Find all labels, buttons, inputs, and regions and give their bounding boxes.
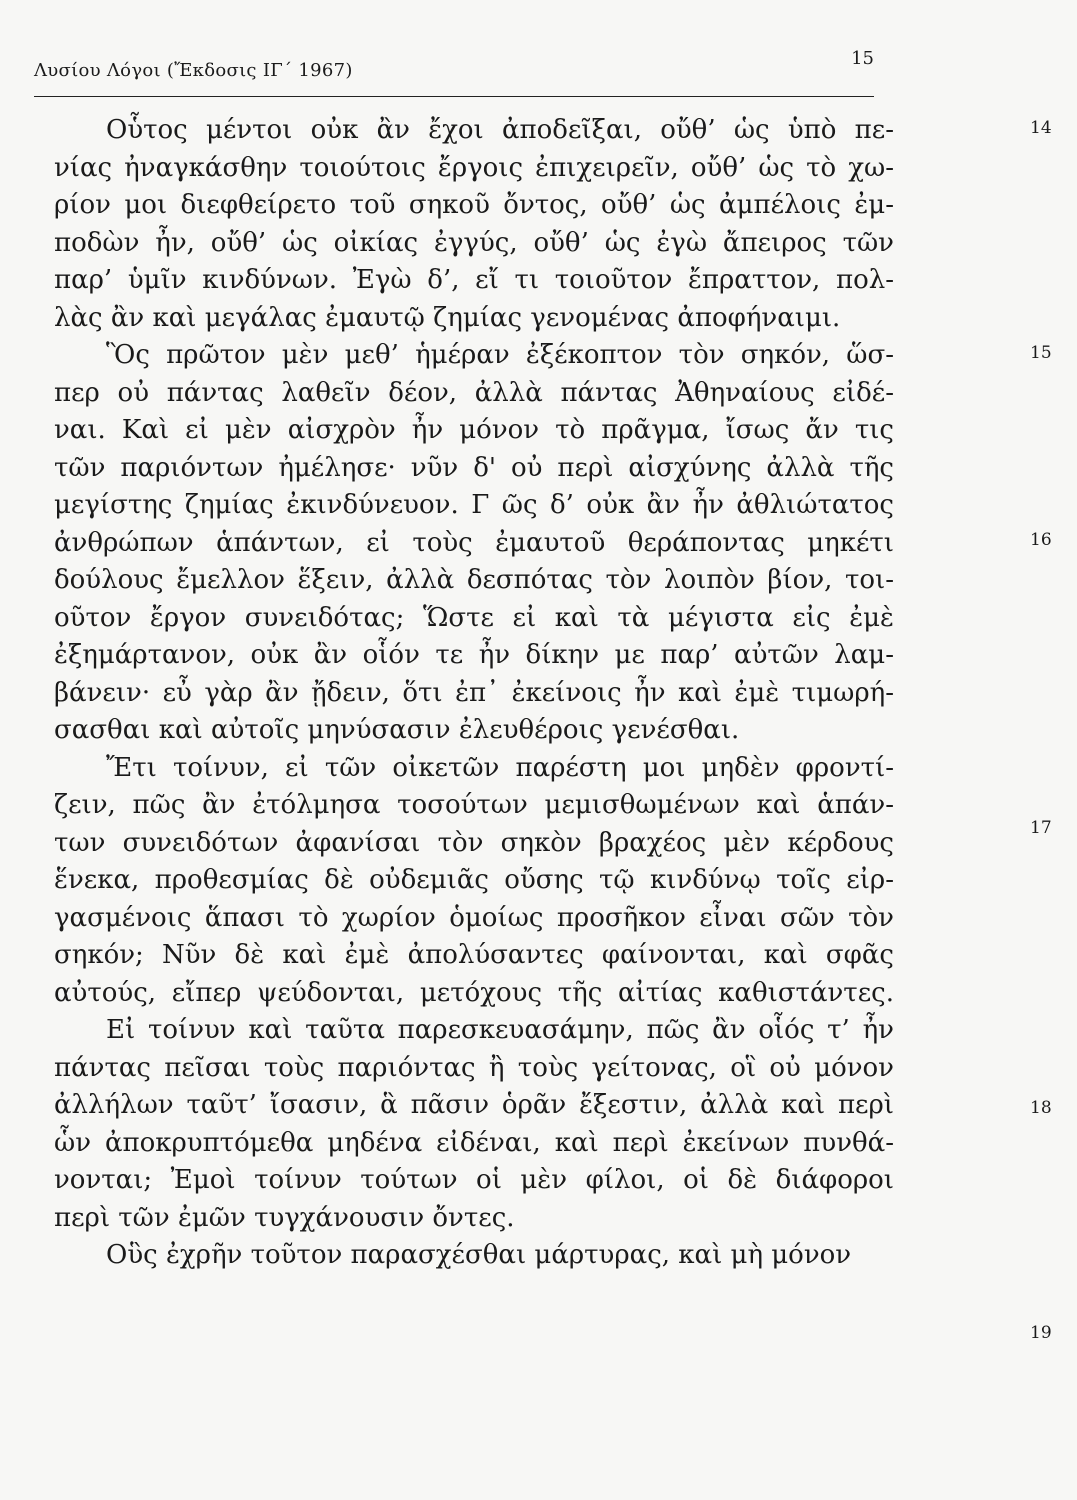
page-number: 15: [851, 48, 874, 69]
text-line: δούλους ἔμελλον ἕξειν, ἀλλὰ δεσπότας τὸν λοιπὸν βίον, τοι-: [54, 565, 894, 595]
section-number: 16: [1030, 530, 1052, 550]
text-line: περὶ τῶν ἐμῶν τυγχάνουσιν ὄντες.: [54, 1202, 515, 1233]
text-line: ρίον μοι διεφθείρετο τοῦ σηκοῦ ὄντος, οὔθ’ ὡς ἀμπέλοις ἐμ-: [54, 190, 894, 220]
text-line: Οὗτος μέντοι οὐκ ἂν ἔχοι ἀποδεῖξαι, οὔθ’ ὡς ὑπὸ πε-: [106, 115, 894, 145]
text-line: ὧν ἀποκρυπτόμεθα μηδένα εἰδέναι, καὶ περὶ ἐκείνων πυνθά-: [54, 1127, 894, 1158]
text-line: σηκόν; Νῦν δὲ καὶ ἐμὲ ἀπολύσαντες φαίνονται, καὶ σφᾶς: [54, 940, 894, 970]
text-line: βάνειν· εὖ γὰρ ἂν ᾔδειν, ὅτι ἐπ᾽ ἐκείνοις ἦν καὶ ἐμὲ τιμωρή-: [54, 677, 894, 708]
text-line: νίας ἠναγκάσθην τοιούτοις ἔργοις ἐπιχειρεῖν, οὔθ’ ὡς τὸ χω-: [54, 152, 894, 183]
section-number: 17: [1030, 818, 1052, 838]
text-line: Ἔτι τοίνυν, εἰ τῶν οἰκετῶν παρέστη μοι μηδὲν φροντί-: [106, 752, 894, 783]
text-line: ἀνθρώπων ἁπάντων, εἰ τοὺς ἐμαυτοῦ θεράποντας μηκέτι: [54, 527, 894, 558]
text-line: των συνειδότων ἀφανίσαι τὸν σηκὸν βραχέος μὲν κέρδους: [54, 827, 894, 858]
section-number: 19: [1030, 1323, 1052, 1343]
text-line: Οὓς ἐχρῆν τοῦτον παρασχέσθαι μάρτυρας, καὶ μὴ μόνον: [106, 1240, 852, 1270]
text-line: αὐτούς, εἴπερ ψεύδονται, μετόχους τῆς αἰτίας καθιστάντες.: [54, 977, 894, 1008]
text-line: μεγίστης ζημίας ἐκινδύνευον. Γ ῶς δ’ οὐκ ἂν ἦν ἀθλιώτατος: [54, 490, 894, 520]
text-line: λὰς ἂν καὶ μεγάλας ἐμαυτῷ ζημίας γενομένας ἀποφήναιμι.: [54, 302, 841, 333]
text-line: παρ’ ὑμῖν κινδύνων. Ἐγὼ δ’, εἴ τι τοιοῦτον ἔπραττον, πολ-: [54, 265, 894, 295]
text-line: σασθαι καὶ αὐτοῖς μηνύσασιν ἐλευθέροις γενέσθαι.: [54, 715, 740, 745]
text-line: Ὃς πρῶτον μὲν μεθ’ ἡμέραν ἐξέκοπτον τὸν σηκόν, ὥσ-: [106, 340, 894, 370]
text-line: τῶν παριόντων ἠμέλησε· νῦν δ' οὐ περὶ αἰσχύνης ἀλλὰ τῆς: [54, 452, 894, 483]
section-number: 15: [1030, 343, 1052, 363]
text-line: ἕνεκα, προθεσμίας δὲ οὐδεμιᾶς οὔσης τῷ κινδύνῳ τοῖς εἰρ-: [54, 865, 894, 895]
text-line: Εἰ τοίνυν καὶ ταῦτα παρεσκευασάμην, πῶς ἂν οἷός τ’ ἦν: [106, 1015, 894, 1045]
text-line: πάντας πεῖσαι τοὺς παριόντας ἢ τοὺς γείτονας, οἳ οὐ μόνον: [54, 1052, 894, 1083]
text-line: ζειν, πῶς ἂν ἐτόλμησα τοσούτων μεμισθωμένων καὶ ἁπάν-: [54, 790, 894, 820]
text-line: ἐξημάρτανον, οὐκ ἂν οἷόν τε ἦν δίκην με παρ’ αὐτῶν λαμ-: [54, 640, 894, 670]
text-line: ναι. Καὶ εἰ μὲν αἰσχρὸν ἦν μόνον τὸ πρᾶγμα, ἴσως ἄν τις: [54, 415, 894, 445]
text-line: ἀλλήλων ταῦτ’ ἴσασιν, ἃ πᾶσιν ὁρᾶν ἔξεστιν, ἀλλὰ καὶ περὶ: [54, 1090, 894, 1120]
section-number: 14: [1030, 118, 1052, 138]
text-line: νονται; Ἐμοὶ τοίνυν τούτων οἱ μὲν φίλοι, οἱ δὲ διάφοροι: [54, 1165, 894, 1195]
text-line: περ οὐ πάντας λαθεῖν δέον, ἀλλὰ πάντας Ἀθηναίους εἰδέ-: [54, 377, 894, 408]
body-text: [54, 112, 894, 1275]
text-line: γασμένοις ἅπασι τὸ χωρίον ὁμοίως προσῆκον εἶναι σῶν τὸν: [54, 902, 894, 933]
text-line: ποδὼν ἦν, οὔθ’ ὡς οἰκίας ἐγγύς, οὔθ’ ὡς ἐγὼ ἄπειρος τῶν: [54, 227, 894, 258]
running-title: Λυσίου Λόγοι (Ἔκδοσις ΙΓ΄ 1967): [34, 60, 353, 81]
text-line: οῦτον ἔργον συνειδότας; Ὥστε εἰ καὶ τὰ μέγιστα εἰς ἐμὲ: [54, 602, 894, 633]
running-header: [34, 48, 874, 97]
section-number: 18: [1030, 1098, 1052, 1118]
